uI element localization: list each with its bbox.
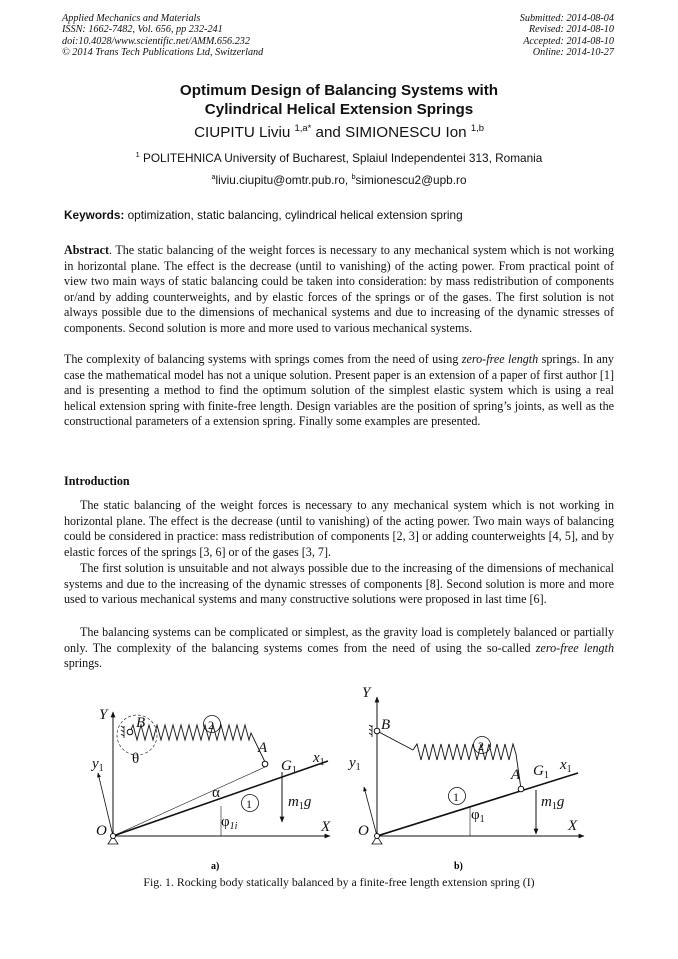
label-theta-a: θ xyxy=(132,751,140,767)
title-line-2: Cylindrical Helical Extension Springs xyxy=(204,100,474,118)
intro-paragraph-2: The first solution is unsuitable and not always possible due to the increasing of the dimensions of mechanical systems and due to the increasing of the dynamic stresses of components [8]. Second solution is more and more used to various mechanical systems and many constructive solutions were proposed in last time [6]. xyxy=(64,561,614,607)
label-mg-a: $m_1g$ xyxy=(288,794,312,812)
intro-emphasis: zero-free length xyxy=(535,640,614,655)
paper-title xyxy=(0,82,678,119)
revised-date: Revised: 2014-08-10 xyxy=(528,24,614,36)
email-a[interactable]: liviu.ciupitu@omtr.pub.ro, xyxy=(215,173,349,187)
abstract-text-2a: The complexity of balancing systems with springs comes from the need of using xyxy=(64,352,459,366)
label-x-a: X xyxy=(321,819,331,835)
intro-paragraph-3 xyxy=(64,625,614,672)
copyright: © 2014 Trans Tech Publications Ltd, Switzerland xyxy=(62,47,264,59)
online-date: Online: 2014-10-27 xyxy=(532,47,614,59)
keywords-text: optimization, static balancing, cylindrical helical extension spring xyxy=(127,208,463,222)
journal-name: Applied Mechanics and Materials xyxy=(62,13,201,24)
email-a-sup: a xyxy=(211,172,216,182)
introduction-heading: Introduction xyxy=(64,474,130,488)
label-y-a: Y xyxy=(99,707,108,723)
affiliation-sup: 1 xyxy=(135,150,140,160)
intro-text-3b: springs. xyxy=(64,656,102,671)
label-a-b: A xyxy=(511,767,521,783)
doi: doi:10.4028/www.scientific.net/AMM.656.232 xyxy=(62,35,250,47)
joint-b-a xyxy=(127,729,133,735)
label-b-b: B xyxy=(381,717,391,733)
label-x-b: X xyxy=(568,818,578,834)
intro-text-3a: The balancing systems can be complicated or simplest, as the gravity load is completely balanced or partially only. The complexity of the balancing systems comes from the need of using the so-called xyxy=(64,625,614,655)
abstract-text-2b: springs. In any case the mathematical model has not a unique solution. Present paper is an extension of a paper of first author [1] and is presenting a method to find the optimum solution of the simplest elastic system which is using a real helical extension spring with finite-free length. Design variables are the position of spring’s joints, as well as the constructional parameters of a extension spring. Finally some examples are presented. xyxy=(64,352,614,429)
figure-panel-a xyxy=(98,712,330,844)
label-y1-b: $y_1$ xyxy=(349,755,361,773)
keywords-label: Keywords: xyxy=(64,208,125,222)
label-g-b: $G_1$ xyxy=(533,763,549,781)
emails xyxy=(0,173,678,187)
figure-caption: Fig. 1. Rocking body statically balanced by a finite-free length extension spring (I) xyxy=(143,875,535,889)
panel-label-b: b) xyxy=(454,861,463,872)
spring-a xyxy=(130,725,265,762)
affiliation-text: POLITEHNICA University of Bucharest, Splaiul Independentei 313, Romania xyxy=(143,151,543,165)
abstract-label: Abstract xyxy=(64,243,110,257)
label-x1-a: $x_1$ xyxy=(313,750,325,768)
label-1-a: 1 xyxy=(246,797,252,811)
label-mg-b: $m_1g$ xyxy=(541,794,565,812)
intro-paragraph-1: The static balancing of the weight forces is necessary to any mechanical system which is not working in horizontal plane. The effect is the decrease (until to vanishing) of the acting power. Two main ways of balancing could be considered in practice: mass redistribution of components [2, 3] or adding counterweights [4, 5], and by elastic forces of the springs [3, 6] or of the gases [3, 7]. xyxy=(64,498,614,559)
abstract-text-1: . The static balancing of the weight forces is necessary to any mechanical system which is not working in horizontal plane. The effect is the decrease (until to vanishing) of the acting power. From practical point of view two main ways of static balancing could be taken into consideration: by mass redistribution of components or/and by adding counterweights, and by elastic forces of the springs or of the gases. The first solution is not always possible due to the dimensions of mechanical systems and due to increasing of the dynamic stresses of components. Second solution is more and more used to various mechanical systems. xyxy=(64,243,614,335)
label-1-b: 1 xyxy=(453,790,459,804)
pivot-o-a xyxy=(111,834,116,839)
joint-b-b xyxy=(374,728,380,734)
issn: ISSN: 1662-7482, Vol. 656, pp 232-241 xyxy=(62,24,223,36)
authors-and: and xyxy=(315,124,341,141)
oa-line-a xyxy=(113,767,265,836)
author-2: SIMIONESCU Ion xyxy=(345,124,467,141)
label-phi-a: $\varphi_{1i}$ xyxy=(221,814,238,832)
support-b-b xyxy=(369,725,372,737)
submitted-date: Submitted: 2014-08-04 xyxy=(519,13,614,24)
spring-connector-b xyxy=(377,731,413,750)
label-2-b: 2 xyxy=(478,739,484,753)
label-x1-b: $x_1$ xyxy=(560,757,572,775)
label-phi-b: $\varphi_1$ xyxy=(471,807,485,825)
keywords xyxy=(64,208,463,222)
author-2-sup: 1,b xyxy=(470,121,484,133)
dates-info xyxy=(520,13,614,59)
abstract-emphasis: zero-free length xyxy=(461,352,539,366)
panel-label-a: a) xyxy=(211,861,220,872)
affiliation xyxy=(0,151,678,165)
label-g-a: $G_1$ xyxy=(281,758,297,776)
title-line-1: Optimum Design of Balancing Systems with xyxy=(179,82,499,99)
label-y-b: Y xyxy=(362,685,371,701)
figure-labels-b xyxy=(347,685,578,839)
label-o-a: O xyxy=(96,823,107,839)
label-alpha-a: α xyxy=(212,785,220,801)
label-2-a: 2 xyxy=(208,718,214,732)
authors xyxy=(0,121,678,141)
joint-a-a xyxy=(262,761,268,767)
label-y1-a: $y_1$ xyxy=(92,756,104,774)
accepted-date: Accepted: 2014-08-10 xyxy=(523,35,614,47)
support-b-a xyxy=(121,726,124,738)
author-1: CIUPITU Liviu xyxy=(194,124,291,141)
figure-labels-a xyxy=(90,707,331,839)
pivot-o-b xyxy=(375,834,380,839)
label-b-a: B xyxy=(136,715,146,731)
email-b-sup: b xyxy=(351,172,356,182)
label-a-a: A xyxy=(258,740,268,756)
label-o-b: O xyxy=(358,823,369,839)
joint-a-b xyxy=(518,786,524,792)
abstract-paragraph-1 xyxy=(64,243,614,337)
abstract-paragraph-2 xyxy=(64,352,614,430)
figure-1 xyxy=(0,675,678,875)
email-b[interactable]: simionescu2@upb.ro xyxy=(355,173,467,187)
author-1-sup: 1,a* xyxy=(294,121,312,133)
spring-b xyxy=(413,744,521,789)
journal-info xyxy=(62,13,263,59)
